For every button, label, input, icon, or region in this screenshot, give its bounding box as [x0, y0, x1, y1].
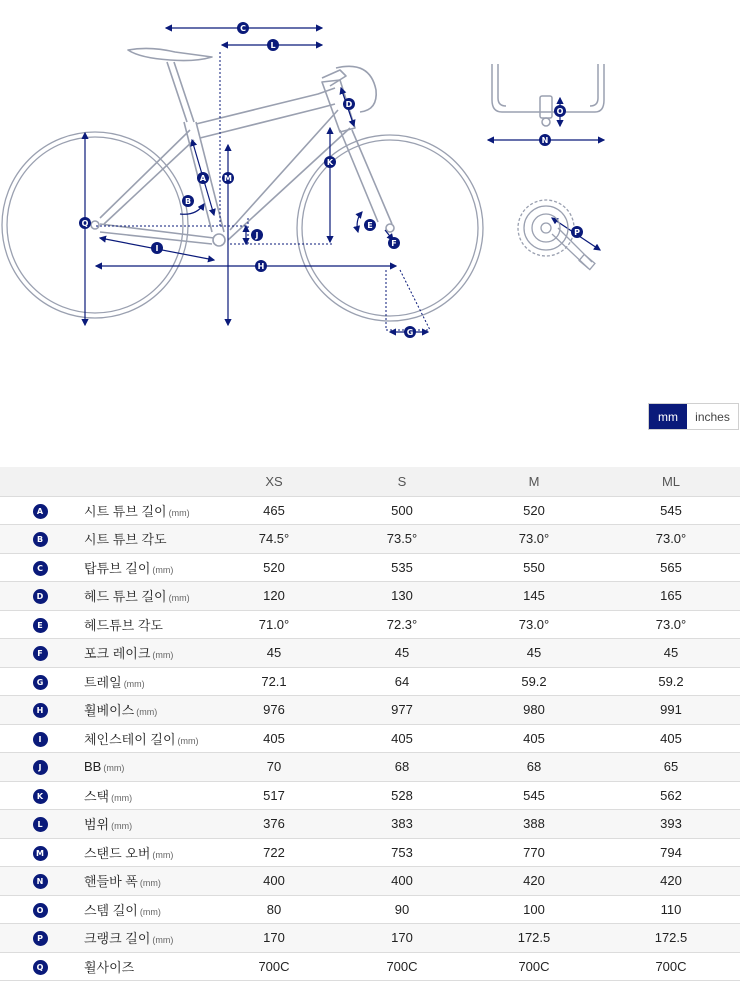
letter-badge: P [33, 931, 48, 946]
value-cell: 65 [602, 753, 740, 782]
value-cell: 420 [466, 867, 602, 896]
svg-text:O: O [556, 107, 564, 116]
badge-d [343, 98, 355, 110]
row-letter-cell [0, 895, 80, 924]
row-letter-cell [0, 781, 80, 810]
measurement-unit: (mm) [152, 564, 174, 575]
badge-k [324, 156, 336, 168]
value-cell: 172.5 [602, 924, 740, 953]
value-cell: 977 [338, 696, 466, 725]
measurement-name: 휠사이즈 [84, 959, 135, 975]
table-row [0, 582, 740, 611]
measurement-name: 스템 길이 [84, 902, 138, 918]
table-row [0, 553, 740, 582]
row-letter-cell [0, 667, 80, 696]
value-cell: 90 [338, 895, 466, 924]
letter-badge: I [33, 732, 48, 747]
table-row [0, 753, 740, 782]
value-cell: 562 [602, 781, 740, 810]
value-cell: 520 [466, 496, 602, 525]
value-cell: 72.1 [210, 667, 338, 696]
value-cell: 165 [602, 582, 740, 611]
value-cell: 528 [338, 781, 466, 810]
measurement-unit: (mm) [139, 878, 161, 889]
value-cell: 405 [466, 724, 602, 753]
value-cell: 383 [338, 810, 466, 839]
value-cell: 405 [338, 724, 466, 753]
value-cell: 753 [338, 838, 466, 867]
badge-i [151, 242, 163, 254]
badge-l [267, 39, 279, 51]
value-cell: 770 [466, 838, 602, 867]
row-name-cell [80, 724, 210, 753]
handlebar-front-view [492, 64, 604, 126]
table-row [0, 696, 740, 725]
row-name-cell [80, 667, 210, 696]
header-size: S [338, 467, 466, 496]
letter-badge: A [33, 504, 48, 519]
letter-badge: H [33, 703, 48, 718]
svg-text:Q: Q [81, 219, 89, 228]
value-cell: 976 [210, 696, 338, 725]
value-cell: 565 [602, 553, 740, 582]
measurement-name: 핸들바 폭 [84, 874, 138, 890]
value-cell: 393 [602, 810, 740, 839]
measurement-unit: (mm) [152, 935, 174, 946]
svg-text:D: D [345, 100, 353, 109]
geometry-diagram [0, 0, 740, 400]
crankset-view [518, 200, 595, 270]
measurement-name: 범위 [84, 817, 110, 833]
table-body [0, 496, 740, 981]
table-row [0, 810, 740, 839]
reference-lines [96, 52, 430, 330]
measurement-unit: (mm) [103, 763, 125, 774]
badge-c [237, 22, 249, 34]
table-row [0, 895, 740, 924]
measurement-name: 헤드 튜브 길이 [84, 589, 167, 605]
table-row [0, 610, 740, 639]
measurement-unit: (mm) [111, 792, 133, 803]
value-cell: 700C [338, 952, 466, 981]
value-cell: 45 [466, 639, 602, 668]
letter-badge: N [33, 874, 48, 889]
unit-toggle [648, 403, 739, 430]
value-cell: 535 [338, 553, 466, 582]
measurement-name: 탑튜브 길이 [84, 560, 151, 576]
row-name-cell [80, 781, 210, 810]
measurement-name: 포크 레이크 [84, 646, 151, 662]
value-cell: 68 [338, 753, 466, 782]
letter-badge: B [33, 532, 48, 547]
value-cell: 120 [210, 582, 338, 611]
value-cell: 72.3° [338, 610, 466, 639]
row-letter-cell [0, 610, 80, 639]
header-size: ML [602, 467, 740, 496]
value-cell: 400 [338, 867, 466, 896]
header-size: XS [210, 467, 338, 496]
letter-badge: O [33, 903, 48, 918]
value-cell: 170 [210, 924, 338, 953]
row-name-cell [80, 838, 210, 867]
svg-text:G: G [406, 328, 414, 337]
value-cell: 45 [210, 639, 338, 668]
table-row [0, 781, 740, 810]
table-row [0, 724, 740, 753]
value-cell: 73.0° [602, 525, 740, 554]
row-letter-cell [0, 553, 80, 582]
badge-b [182, 195, 194, 207]
svg-text:P: P [574, 228, 580, 237]
badge-a [197, 172, 209, 184]
value-cell: 70 [210, 753, 338, 782]
value-cell: 45 [338, 639, 466, 668]
badge-g [404, 326, 416, 338]
svg-text:C: C [240, 24, 246, 33]
measurement-name: 크랭크 길이 [84, 931, 151, 947]
table-row [0, 924, 740, 953]
value-cell: 71.0° [210, 610, 338, 639]
measurement-unit: (mm) [177, 735, 199, 746]
row-name-cell [80, 639, 210, 668]
value-cell: 376 [210, 810, 338, 839]
measurement-name: 트레일 [84, 674, 122, 690]
row-letter-cell [0, 696, 80, 725]
letter-badge: E [33, 618, 48, 633]
measurement-name: 휠베이스 [84, 703, 135, 719]
table-row [0, 838, 740, 867]
row-name-cell [80, 610, 210, 639]
table-row [0, 952, 740, 981]
letter-badge: L [33, 817, 48, 832]
measurement-name: 스탠드 오버 [84, 845, 151, 861]
measurement-name: 시트 튜브 각도 [84, 532, 167, 548]
measurement-name: 체인스테이 길이 [84, 731, 176, 747]
value-cell: 80 [210, 895, 338, 924]
row-letter-cell [0, 952, 80, 981]
value-cell: 520 [210, 553, 338, 582]
badge-q [79, 217, 91, 229]
badge-m [222, 172, 234, 184]
value-cell: 73.0° [466, 610, 602, 639]
value-cell: 73.0° [602, 610, 740, 639]
value-cell: 110 [602, 895, 740, 924]
row-name-cell [80, 924, 210, 953]
letter-badge: Q [33, 960, 48, 975]
row-name-cell [80, 895, 210, 924]
value-cell: 73.0° [466, 525, 602, 554]
value-cell: 388 [466, 810, 602, 839]
row-name-cell [80, 867, 210, 896]
measurement-unit: (mm) [136, 707, 158, 718]
measurement-name: 시트 튜브 길이 [84, 503, 167, 519]
table-row [0, 867, 740, 896]
row-name-cell [80, 582, 210, 611]
row-letter-cell [0, 753, 80, 782]
value-cell: 991 [602, 696, 740, 725]
svg-text:N: N [541, 136, 549, 145]
letter-badge: F [33, 646, 48, 661]
measurement-unit: (mm) [152, 650, 174, 661]
badge-n [539, 134, 551, 146]
measurement-unit: (mm) [168, 593, 190, 604]
row-letter-cell [0, 838, 80, 867]
unit-inches-button[interactable]: inches [687, 404, 738, 429]
value-cell: 517 [210, 781, 338, 810]
value-cell: 700C [602, 952, 740, 981]
row-letter-cell [0, 582, 80, 611]
svg-text:I: I [155, 244, 159, 253]
value-cell: 545 [602, 496, 740, 525]
row-letter-cell [0, 867, 80, 896]
row-name-cell [80, 696, 210, 725]
measurement-unit: (mm) [123, 678, 145, 689]
row-letter-cell [0, 724, 80, 753]
svg-text:A: A [199, 174, 207, 183]
value-cell: 500 [338, 496, 466, 525]
letter-badge: D [33, 589, 48, 604]
value-cell: 100 [466, 895, 602, 924]
svg-text:M: M [224, 174, 232, 183]
letter-badge: J [33, 760, 48, 775]
value-cell: 400 [210, 867, 338, 896]
badge-o [554, 105, 566, 117]
value-cell: 420 [602, 867, 740, 896]
value-cell: 145 [466, 582, 602, 611]
measurement-name: 스택 [84, 788, 110, 804]
value-cell: 130 [338, 582, 466, 611]
svg-text:B: B [184, 197, 192, 206]
header-blank [80, 467, 210, 496]
row-name-cell [80, 496, 210, 525]
value-cell: 545 [466, 781, 602, 810]
svg-text:K: K [326, 158, 334, 167]
value-cell: 794 [602, 838, 740, 867]
measurement-unit: (mm) [111, 821, 133, 832]
value-cell: 405 [210, 724, 338, 753]
badge-j [251, 229, 263, 241]
value-cell: 74.5° [210, 525, 338, 554]
badge-p [571, 226, 583, 238]
table-row [0, 667, 740, 696]
value-cell: 64 [338, 667, 466, 696]
value-cell: 465 [210, 496, 338, 525]
row-letter-cell [0, 496, 80, 525]
row-letter-cell [0, 525, 80, 554]
value-cell: 700C [210, 952, 338, 981]
measurement-name: 헤드튜브 각도 [84, 617, 163, 633]
measurement-unit: (mm) [139, 906, 161, 917]
svg-text:H: H [257, 262, 265, 271]
row-letter-cell [0, 639, 80, 668]
bike-geometry-svg [0, 0, 740, 400]
table-header-row [0, 467, 740, 496]
value-cell: 980 [466, 696, 602, 725]
badge-h [255, 260, 267, 272]
table-row [0, 639, 740, 668]
unit-mm-button[interactable]: mm [649, 404, 687, 429]
row-name-cell [80, 525, 210, 554]
badge-e [364, 219, 376, 231]
value-cell: 170 [338, 924, 466, 953]
value-cell: 550 [466, 553, 602, 582]
value-cell: 59.2 [466, 667, 602, 696]
value-cell: 700C [466, 952, 602, 981]
svg-text:F: F [391, 239, 397, 248]
letter-badge: K [33, 789, 48, 804]
letter-badge: M [33, 846, 48, 861]
value-cell: 722 [210, 838, 338, 867]
value-cell: 172.5 [466, 924, 602, 953]
header-blank [0, 467, 80, 496]
header-size: M [466, 467, 602, 496]
value-cell: 45 [602, 639, 740, 668]
letter-badge: G [33, 675, 48, 690]
row-name-cell [80, 553, 210, 582]
measurement-unit: (mm) [152, 849, 174, 860]
letter-badge: C [33, 561, 48, 576]
measurement-unit: (mm) [168, 507, 190, 518]
value-cell: 405 [602, 724, 740, 753]
measurement-name: BB [84, 759, 102, 775]
table-row [0, 496, 740, 525]
value-cell: 73.5° [338, 525, 466, 554]
svg-text:L: L [270, 41, 276, 50]
row-letter-cell [0, 924, 80, 953]
svg-text:E: E [367, 221, 373, 230]
geometry-table [0, 467, 740, 981]
badge-f [388, 237, 400, 249]
row-name-cell [80, 753, 210, 782]
row-letter-cell [0, 810, 80, 839]
value-cell: 68 [466, 753, 602, 782]
value-cell: 59.2 [602, 667, 740, 696]
row-name-cell [80, 810, 210, 839]
row-name-cell [80, 952, 210, 981]
table-row [0, 525, 740, 554]
svg-text:J: J [255, 231, 259, 240]
